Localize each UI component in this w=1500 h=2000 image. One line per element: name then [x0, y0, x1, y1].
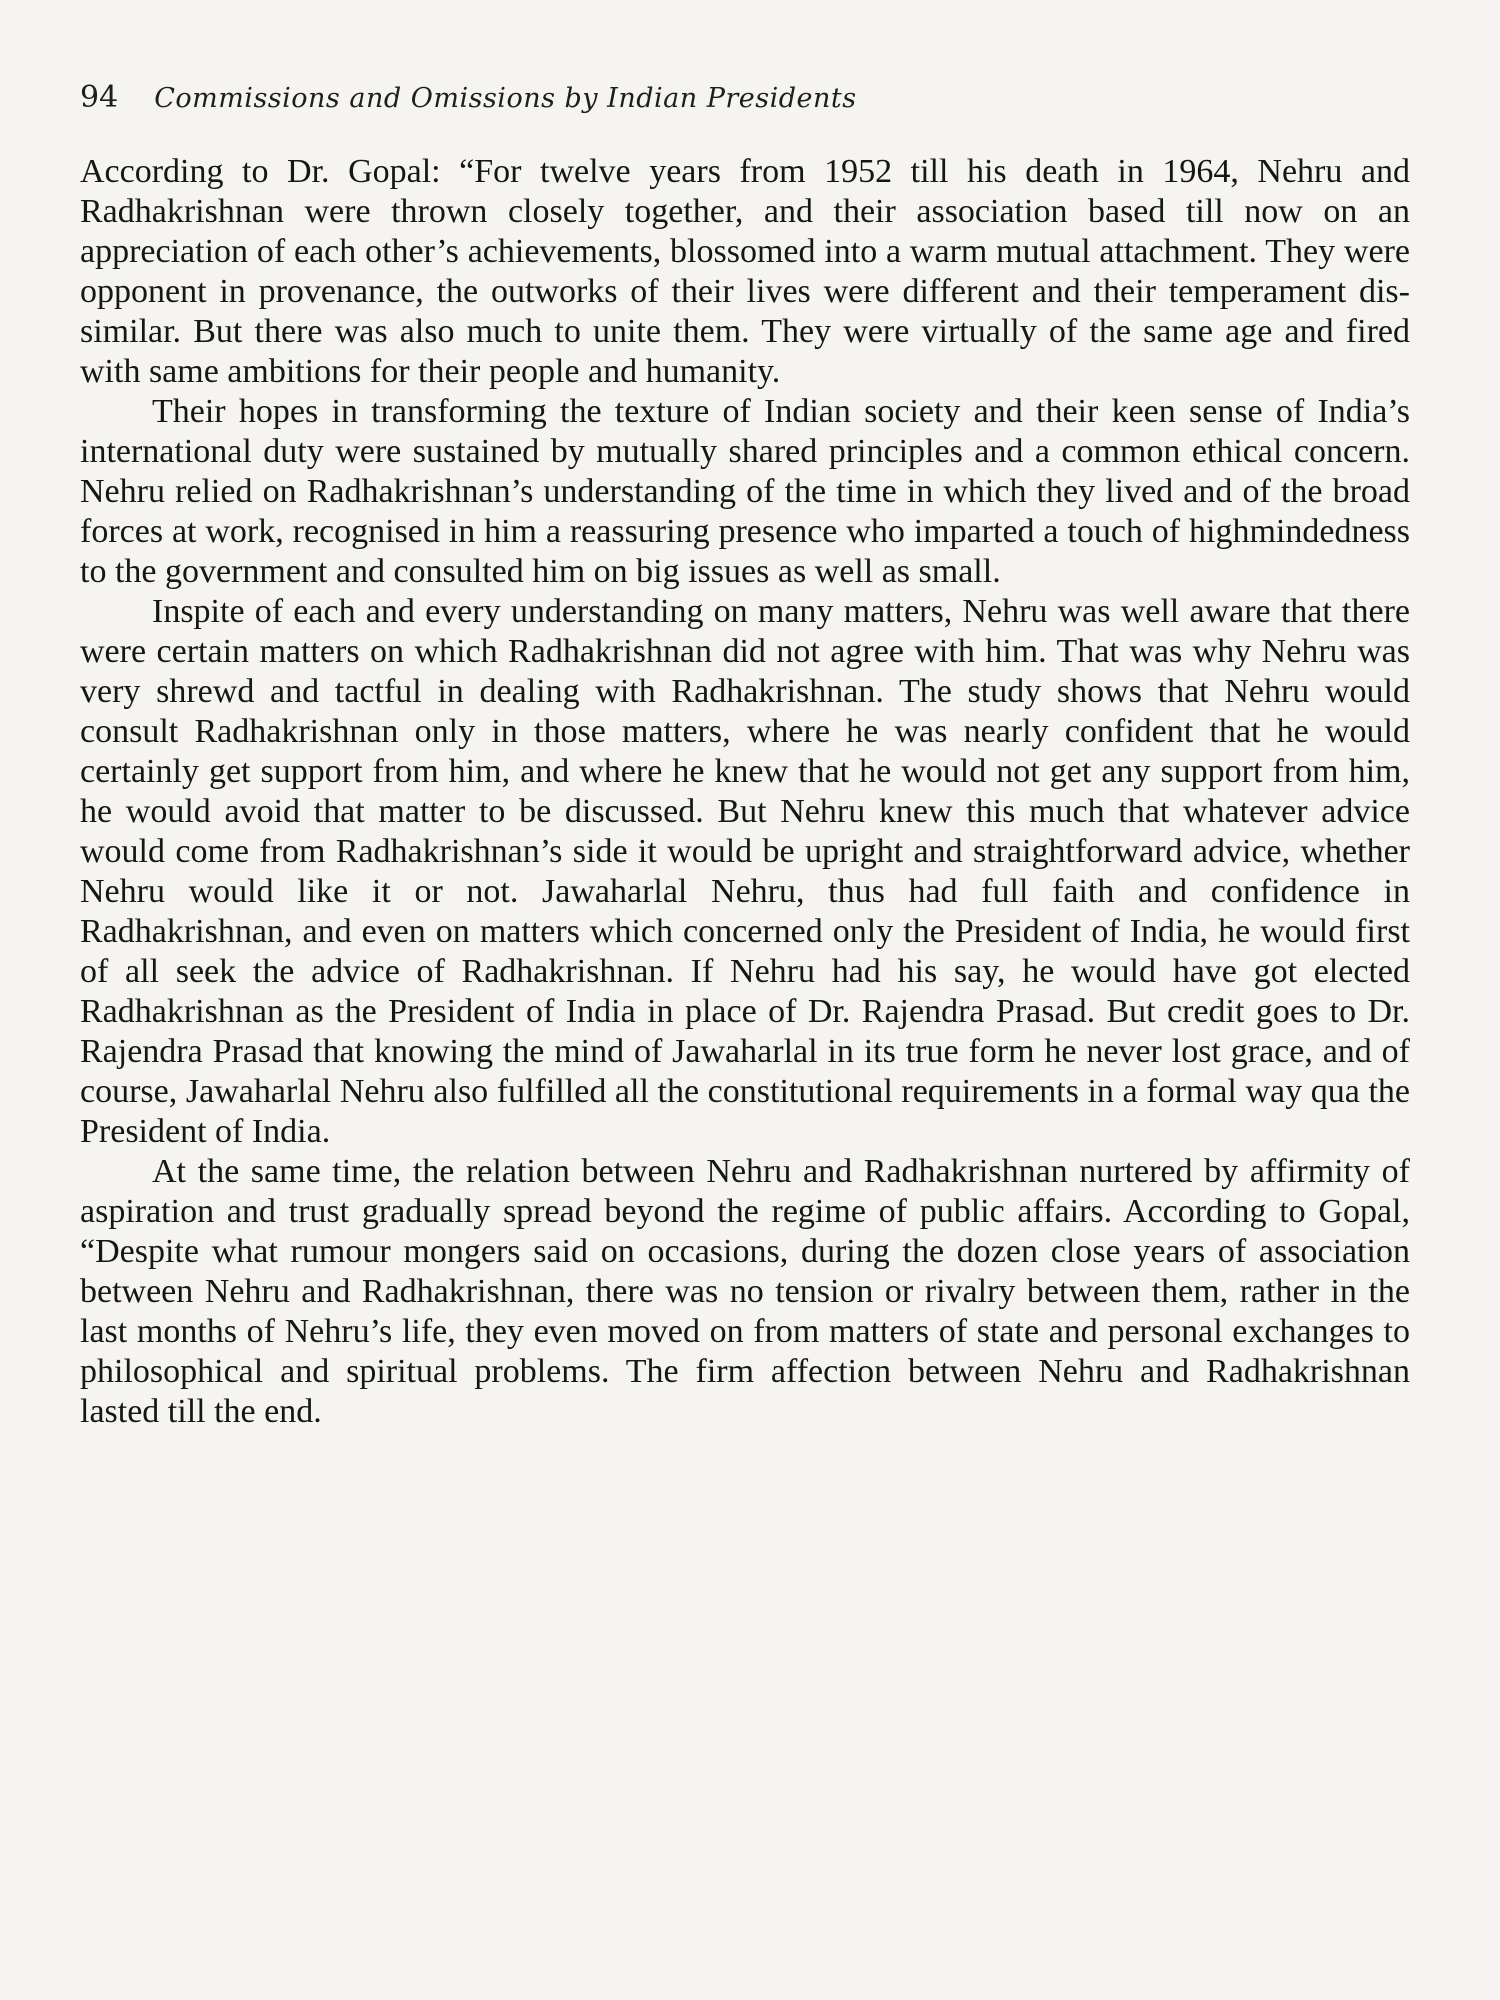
paragraph-2: Their hopes in transforming the texture of Indian society and their keen sense of India’s international duty were sustained by mutually shared principles and a common ethical concern. Nehru relied on Radhakrishnan’s understanding of the time in which they lived and of the broad forces at work, recognised in him a reassuring presence who imparted a touch of highmindedness to the government and consulted him on big issues as well as small.: [80, 393, 1410, 590]
book-title: Commissions and Omissions by Indian Presidents: [154, 83, 857, 114]
paragraph-3: Inspite of each and every understanding on many matters, Nehru was well aware that there were certain matters on which Radhakrishnan did not agree with him. That was why Nehru was very shrewd and tactful in dealing with Radhakrishnan. The study shows that Nehru would consult Radhakrishnan only in those matters, where he was nearly confident that he would certainly get support from him, and where he knew that he would not get any support from him, he would avoid that matter to be discussed. But Nehru knew this much that whatever advice would come from Radhakrishnan’s side it would be upright and straightforward advice, whether Nehru would like it or not. Jawaharlal Nehru, thus had full faith and confidence in Radhakrishnan, and even on matters which concerned only the President of India, he would first of all seek the advice of Radhakrishnan. If Nehru had his say, he would have got elected Radhakrishnan as the President of India in place of Dr. Rajendra Prasad. But credit goes to Dr. Rajendra Prasad that knowing the mind of Jawaharlal in its true form he never lost grace, and of course, Jawaharlal Nehru also fulfilled all the constitutional requirements in a formal way qua the President of India.: [80, 593, 1410, 1150]
paragraph-1: According to Dr. Gopal: “For twelve years from 1952 till his death in 1964, Nehru and Radhakrishnan were thrown closely together, and their association based till now on an appreciation of each other’s achievements, blossomed into a warm mutual attachment. They were opponent in provenance, the outworks of their lives were different and their temperament dis-similar. But there was also much to unite them. They were virtually of the same age and fired with same ambitions for their people and humanity.: [80, 153, 1410, 390]
body-text: [80, 152, 1410, 1432]
paragraph-4: At the same time, the relation between Nehru and Radhakrishnan nurtered by affirmity of aspiration and trust gradually spread beyond the regime of public affairs. According to Gopal, “Despite what rumour mongers said on occasions, during the dozen close years of association between Nehru and Radhakrishnan, there was no tension or rivalry between them, rather in the last months of Nehru’s life, they even moved on from matters of state and personal exchanges to philosophical and spiritual problems. The firm affection between Nehru and Radhakrishnan lasted till the end.: [80, 1153, 1410, 1430]
page-number: 94: [80, 80, 119, 115]
running-head: [80, 80, 857, 115]
